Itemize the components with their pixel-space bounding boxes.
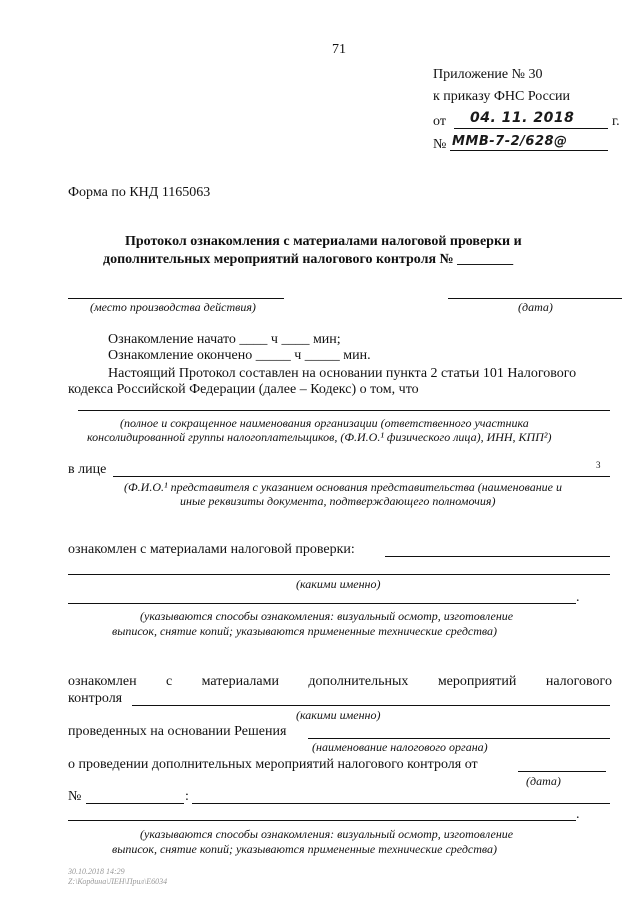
tax-authority-caption: (наименование налогового органа)	[312, 740, 488, 754]
control-label: контроля	[68, 691, 123, 706]
familiar-audit-label: ознакомлен с материалами налоговой проверки:	[68, 542, 355, 557]
organization-caption-1: (полное и сокращенное наименования организации (ответственного участника	[120, 416, 529, 430]
appendix-number: Приложение № 30	[433, 67, 543, 82]
methods-caption-2a: (указываются способы ознакомления: визуальный осмотр, изготовление	[140, 827, 514, 841]
form-code: Форма по КНД 1165063	[68, 185, 211, 200]
order-date-prefix: от	[433, 114, 446, 129]
which-exactly-caption-2: (какими именно)	[296, 708, 381, 722]
number-colon: :	[185, 789, 189, 804]
word-4: дополнительных	[308, 674, 409, 689]
decision-line	[308, 738, 610, 739]
basis-line-1: Настоящий Протокол составлен на основании пункта 2 статьи 101 Налогового	[108, 366, 577, 381]
methods-line-1	[68, 603, 576, 604]
number-label: №	[68, 789, 82, 804]
representative-line	[113, 476, 610, 477]
order-reference: к приказу ФНС России	[433, 89, 571, 104]
control-line	[132, 705, 610, 706]
order-date-suffix: г.	[612, 114, 620, 129]
methods-line-2	[68, 820, 576, 821]
order-date-line	[454, 128, 608, 129]
methods-line-2-period: .	[576, 807, 580, 822]
decision-label: проведенных на основании Решения	[68, 724, 287, 739]
in-person-label: в лице	[68, 462, 107, 477]
word-2: с	[166, 674, 173, 689]
place-caption: (место производства действия)	[90, 300, 256, 314]
which-materials-line	[68, 574, 610, 575]
additional-measures-date-line	[518, 771, 606, 772]
word-1: ознакомлен	[68, 674, 137, 689]
ended-time: Ознакомление окончено _____ ч _____ мин.	[108, 348, 371, 363]
order-number-line	[450, 150, 608, 151]
order-number-prefix: №	[433, 137, 447, 152]
file-path-stamp: Z:\Кордина\ЛЕН\Прил\Е6034	[68, 877, 168, 886]
number-detail-line	[192, 803, 610, 804]
word-6: налогового	[545, 674, 612, 689]
place-line	[68, 298, 284, 299]
date-caption: (дата)	[518, 300, 553, 314]
started-time: Ознакомление начато ____ ч ____ мин;	[108, 332, 341, 347]
date-line	[448, 298, 622, 299]
organization-line	[78, 410, 610, 411]
print-timestamp: 30.10.2018 14:29	[68, 867, 125, 876]
additional-measures-label: о проведении дополнительных мероприятий налогового контроля от	[68, 757, 478, 772]
order-date-handwritten: 04. 11. 2018	[470, 110, 575, 126]
which-exactly-caption-1: (какими именно)	[296, 577, 381, 591]
order-number-handwritten: ММВ-7-2/628@	[452, 134, 568, 149]
title-line-1: Протокол ознакомления с материалами налоговой проверки и	[125, 234, 522, 249]
familiar-audit-line	[385, 556, 610, 557]
date-caption-2: (дата)	[526, 774, 561, 788]
basis-line-2: кодекса Российской Федерации (далее – Кодекс) о том, что	[68, 382, 419, 397]
footnote-3: 3	[596, 460, 601, 470]
word-3: материалами	[201, 674, 279, 689]
representative-caption-2: иные реквизиты документа, подтверждающего полномочия)	[180, 494, 496, 508]
number-line	[86, 803, 184, 804]
methods-caption-2b: выписок, снятие копий; указываются примененные технические средства)	[112, 842, 498, 856]
methods-caption-1b: выписок, снятие копий; указываются примененные технические средства)	[112, 624, 498, 638]
page-number: 71	[332, 42, 346, 57]
familiar-additional-row	[68, 674, 612, 690]
methods-line-1-period: .	[576, 590, 580, 605]
title-line-2: дополнительных мероприятий налогового контроля № ________	[103, 252, 514, 267]
methods-caption-1a: (указываются способы ознакомления: визуальный осмотр, изготовление	[140, 609, 514, 623]
representative-caption-1: (Ф.И.О.¹ представителя с указанием основания представительства (наименование и	[124, 480, 562, 494]
word-5: мероприятий	[437, 674, 517, 689]
organization-caption-2: консолидированной группы налогоплательщиков, (Ф.И.О.¹ физического лица), ИНН, КПП²)	[87, 430, 552, 444]
